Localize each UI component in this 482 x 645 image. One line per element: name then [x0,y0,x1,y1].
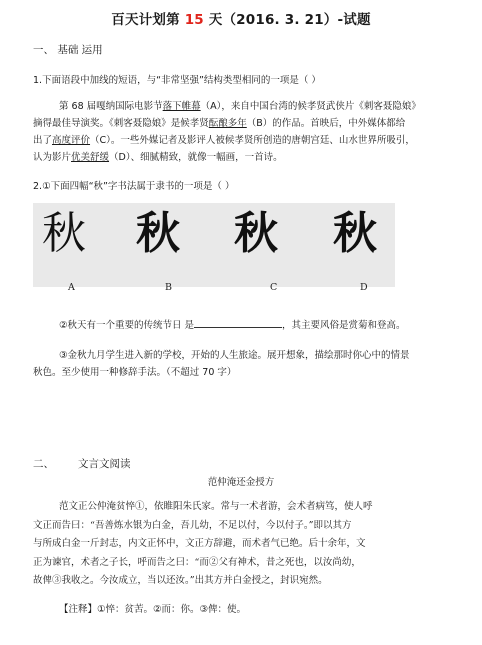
calligraphy-char-c: 秋 [234,208,278,259]
day-number: 15 [184,12,204,28]
calligraphy-label-c: C [270,282,278,293]
calligraphy-label-a: A [68,282,75,293]
section1-heading: 一、 基础 运用 [33,44,103,56]
q1-passage: 第 68 届嘎纳国际电影节落下帷幕（A），来自中国台湾的候孝贤武侠片《刺客聂隐娘》 摘得最佳导演奖。《刺客聂隐娘》是候孝贤酝酿多年（B）的作品。首映后，中外媒体都给 出了高度评价（C）。一些外媒记者及影评人被候孝贤所创造的唐朝宫廷、山水世界所吸引， 认为影片优美舒缓（D）、细腻精致，就像一幅画，一首诗。 [33,101,421,163]
passage-title: 范仲淹还金授方 [207,477,275,488]
page-title: 百天计划第 15 天（2016. 3. 21）-试题 [111,12,371,28]
classical-passage: 范文正公仲淹贫悴①，依睢阳朱氏家。常与一术者游，会术者病笃，使人呼 文正而告曰：“吾善炼水银为白金，吾儿幼，不足以付，今以付子。”即以其方 与所成白金一斤封志，内文正怀中，文正方辞避，而术者气已绝。后十余年，文 正为谏官，术者之子长，呼而告之曰：“而②父有神术，昔之死也，以汝尚幼， 故俾③我收之。今汝成立，当以还汝。”出其方并白金授之，封识宛然。 [33,501,373,586]
calligraphy-char-d: 秋 [333,208,377,259]
answer-blank[interactable] [194,316,282,328]
section2-heading: 二、 文言文阅读 [33,458,131,470]
q2-sub3: ③金秋九月学生进入新的学校，开始的人生旅途。展开想象，描绘那时你心中的情景 秋色。至少使用一种修辞手法。（不超过 70 字） [33,350,410,378]
calligraphy-label-b: B [165,282,172,293]
q2-stem: 2.①下面四幅“秋”字书法属于隶书的一项是（ ） [33,181,235,192]
q1-stem: 1.下面语段中加线的短语，与“非常坚强”结构类型相同的一项是（ ） [33,75,321,86]
calligraphy-char-a: 秋 [42,208,86,259]
q2-sub2: ②秋天有一个重要的传统节日 是 ，其主要风俗是赏菊和登高。 [59,316,406,334]
calligraphy-label-d: D [360,282,368,293]
calligraphy-char-b: 秋 [136,208,180,259]
annotation-notes: 【注释】①悴：贫苦。②而：你。③俾：使。 [59,604,247,615]
